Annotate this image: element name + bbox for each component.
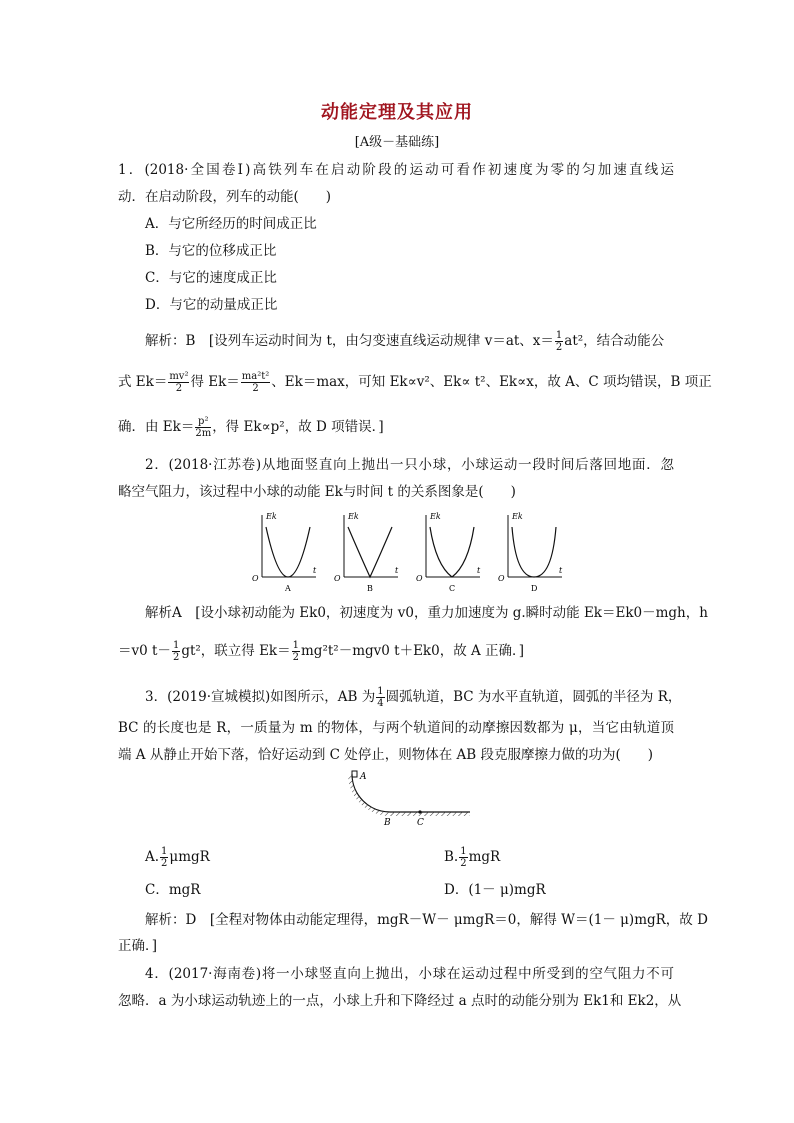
q3-line-1 — [145, 686, 681, 709]
q3-option-a — [145, 846, 210, 869]
q1-line-2: 动．在启动阶段，列车的动能( ) — [118, 189, 332, 205]
q1-line-1: 1．(2018·全国卷Ⅰ)高铁列车在启动阶段的运动可看作初速度为零的匀加速直线运 — [118, 162, 674, 178]
q3-answer-line-2: 正确．] — [118, 938, 158, 954]
axis-label-t: t — [313, 566, 317, 575]
axis-label-ek: Ek — [512, 512, 523, 521]
origin-label: O — [334, 574, 341, 583]
fraction-mv2: $\frac{\text{mv²}}{2}$ — [169, 371, 189, 394]
graph-d — [494, 505, 566, 595]
q2-answer-text: mg²t²－mgv0 t＋Ek0，故 A 正确．] — [301, 643, 525, 659]
option-prefix: A. — [145, 849, 160, 865]
q3-answer-line-1: 解析：D [全程对物体由动能定理得，mgR－W－ μmgR＝0，解得 W＝(1－ μ)mgR，故 D — [145, 912, 708, 928]
q2-line-2: 略空气阻力，该过程中小球的动能 Ek与时间 t 的关系图象是( ) — [118, 484, 516, 500]
q1-answer-text: 得 Ek＝ — [190, 374, 240, 390]
fraction-p2: $\frac{\text{p²}}{2m}$ — [195, 416, 212, 439]
q1-option-b: B．与它的位移成正比 — [145, 243, 277, 259]
point-label-c: C — [417, 818, 424, 828]
graph-b — [330, 505, 402, 595]
fraction-half: $\frac{1}{2}$ — [460, 846, 467, 869]
q3-option-d: D．(1－ μ)mgR — [444, 882, 546, 898]
q1-answer-line-2 — [118, 371, 712, 394]
graph-a — [248, 505, 320, 595]
graph-label-d: D — [531, 584, 538, 593]
q2-answer-text: gt²，联立得 Ek＝ — [181, 643, 291, 659]
point-label-a: A — [360, 772, 367, 782]
graph-c — [412, 505, 484, 595]
fraction-half: $\frac{1}{2}$ — [172, 640, 180, 663]
q2-answer-line-1: 解析A [设小球初动能为 Ek0，初速度为 v0，重力加速度为 g.瞬时动能 Ek＝Ek0－mgh，h — [145, 605, 708, 621]
axis-label-t: t — [395, 566, 399, 575]
option-text: μmgR — [169, 849, 210, 865]
q4-line-1: 4．(2017·海南卷)将一小球竖直向上抛出，小球在运动过程中所受到的空气阻力不可 — [145, 966, 674, 982]
origin-label: O — [498, 574, 505, 583]
fraction-half: $\frac{1}{2}$ — [555, 330, 563, 353]
q1-answer-text: 、Ek＝max，可知 Ek∝v²、Ek∝ t²、Ek∝x，故 A、C 项均错误，B 项正 — [271, 374, 712, 390]
q1-answer-text: 确．由 Ek＝ — [118, 419, 195, 435]
q4-line-2: 忽略．a 为小球运动轨迹上的一点，小球上升和下降经过 a 点时的动能分别为 Ek1和 Ek2，从 — [118, 993, 682, 1009]
q1-answer-text: ，得 Ek∝p²，故 D 项错误．] — [212, 419, 384, 435]
q1-answer-text: 式 Ek＝ — [118, 374, 168, 390]
q1-answer-text: at²，结合动能公 — [564, 333, 665, 349]
q3-line-2: BC 的长度也是 R，一质量为 m 的物体，与两个轨道间的动摩擦因数都为 μ，当它由轨道顶 — [118, 720, 674, 736]
origin-label: O — [252, 574, 259, 583]
level-heading: [A级－基础练] — [354, 135, 440, 150]
q2-line-1: 2．(2018·江苏卷)从地面竖直向上抛出一只小球，小球运动一段时间后落回地面．忽 — [145, 457, 674, 473]
q2-graph-options — [248, 505, 563, 595]
page-title: 动能定理及其应用 — [321, 102, 473, 123]
q3-option-b — [444, 846, 500, 869]
origin-label: O — [416, 574, 423, 583]
q3-text: 圆弧轨道，BC 为水平直轨道，圆弧的半径为 R， — [385, 689, 682, 705]
point-label-b: B — [384, 818, 391, 828]
q1-option-d: D．与它的动量成正比 — [145, 297, 278, 313]
axis-label-ek: Ek — [348, 512, 359, 521]
q3-line-3: 端 A 从静止开始下落，恰好运动到 C 处停止，则物体在 AB 段克服摩擦力做的功为( ) — [118, 747, 654, 763]
fraction-quarter: $\frac{1}{4}$ — [377, 686, 384, 709]
q3-option-c: C．mgR — [145, 882, 201, 898]
q3-text: 3．(2019·宣城模拟)如图所示，AB 为 — [145, 689, 376, 705]
q1-option-c: C．与它的速度成正比 — [145, 270, 277, 286]
option-text: mgR — [468, 849, 501, 865]
q3-track-figure — [340, 770, 480, 830]
axis-label-ek: Ek — [266, 512, 277, 521]
fraction-half: $\frac{1}{2}$ — [292, 640, 299, 663]
fraction-half: $\frac{1}{2}$ — [161, 846, 168, 869]
q2-answer-line-2 — [118, 640, 524, 663]
graph-label-a: A — [285, 584, 291, 593]
axis-label-t: t — [477, 566, 481, 575]
fraction-ma2t2: $\frac{\text{ma²t²}}{2}$ — [241, 371, 270, 394]
q1-option-a: A．与它所经历的时间成正比 — [145, 216, 317, 232]
q1-answer-line-3 — [118, 416, 384, 439]
q2-answer-text: ＝v0 t－ — [118, 643, 171, 659]
axis-label-ek: Ek — [430, 512, 441, 521]
option-prefix: B. — [444, 849, 459, 865]
q1-answer-line-1 — [145, 330, 664, 353]
graph-label-c: C — [449, 584, 456, 593]
q1-answer-text: 解析：B [设列车运动时间为 t，由匀变速直线运动规律 v＝at、x＝ — [145, 333, 554, 349]
axis-label-t: t — [559, 566, 563, 575]
graph-label-b: B — [367, 584, 373, 593]
